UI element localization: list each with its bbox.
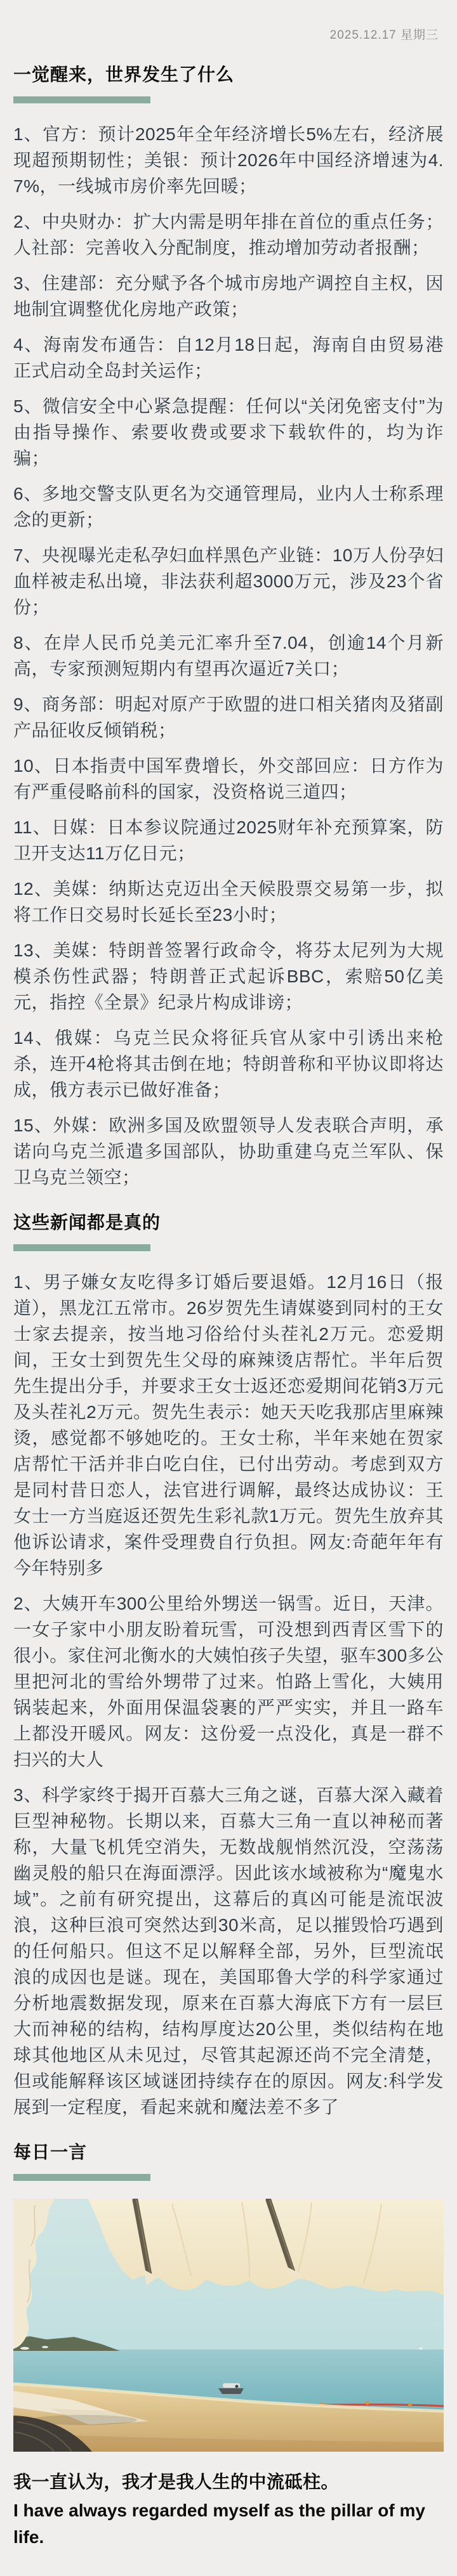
news-item-14: 14、俄媒：乌克兰民众将征兵官从家中引诱出来枪杀，连开4枪将其击倒在地；特朗普称和平协议即将达成，俄方表示已做好准备； xyxy=(13,1028,444,1100)
news-item-13: 13、美媒：特朗普签署行政命令，将芬太尼列为大规模杀伤性武器；特朗普正式起诉BBC，索赔50亿美元，指控《全景》纪录片构成诽谤； xyxy=(13,940,444,1012)
quote-chinese: 我一直认为，我才是我人生的中流砥柱。 xyxy=(13,2472,340,2492)
section-title-daily-quote: 每日一言 xyxy=(13,2142,88,2162)
section-daily-quote xyxy=(13,2142,444,2551)
section-world-news xyxy=(13,64,444,1190)
news-item-15: 15、外媒：欧洲多国及欧盟领导人发表联合声明，承诺向乌克兰派遣多国部队，协助重建乌克兰军队、保卫乌克兰领空； xyxy=(13,1116,444,1187)
news-item-2: 2、中央财办：扩大内需是明年排在首位的重点任务；人社部：完善收入分配制度，推动增加劳动者报酬； xyxy=(13,212,444,257)
section-title-world-news: 一觉醒来，世界发生了什么 xyxy=(13,65,235,84)
seaside-umbrella-photo xyxy=(13,2199,444,2452)
accent-bar xyxy=(13,1244,150,1251)
section-title-true-news: 这些新闻都是真的 xyxy=(13,1213,161,1232)
warm-filter-overlay xyxy=(13,2199,444,2452)
section-true-news xyxy=(13,1212,444,2120)
true-news-item-3: 3、科学家终于揭开百慕大三角之谜，百慕大深入藏着巨型神秘物。长期以来，百慕大三角一直以神秘而著称，大量飞机凭空消失，无数战舰悄然沉没，空荡荡幽灵般的船只在海面漂浮。因此该水域被称为“魔鬼水域”。之前有研究提出，这幕后的真凶可能是流氓波浪，这种巨浪可突然达到30米高，足以摧毁恰巧遇到的任何船只。但这不足以解释全部，另外，巨型流氓浪的成因也是谜。现在，美国耶鲁大学的科学家通过分析地震数据发现，原来在百慕大海底下方有一层巨大而神秘的结构，结构厚度达20公里，类似结构在地球其他地区从未见过，尽管其起源还尚不完全清楚，但或能解释该区域谜团持续存在的原因。网友:科学发展到一定程度，看起来就和魔法差不多了 xyxy=(13,1785,444,2117)
news-item-10: 10、日本指责中国军费增长，外交部回应：日方作为有严重侵略前科的国家，没资格说三道四； xyxy=(13,756,444,802)
news-item-12: 12、美媒：纳斯达克迈出全天候股票交易第一步，拟将工作日交易时长延长至23小时； xyxy=(13,879,444,925)
true-news-item-1: 1、男子嫌女友吃得多订婚后要退婚。12月16日（报道），黑龙江五常市。26岁贺先生请媒婆到同村的王女士家去提亲，按当地习俗给付头茬礼2万元。恋爱期间，王女士到贺先生父母的麻辣烫店帮忙。半年后贺先生提出分手，并要求王女士返还恋爱期间花销3万元及头茬礼2万元。贺先生表示：她天天吃我那店里麻辣烫，感觉都不够她吃的。王女士称，半年来她在贺家店帮忙干活并非白吃白住，已付出劳动。考虑到双方是同村昔日恋人，法官进行调解，最终达成协议：王女士一方当庭返还贺先生彩礼款1万元。贺先生放弃其他诉讼请求，案件受理费自行负担。网友:奇葩年年有今年特别多 xyxy=(13,1272,444,1578)
accent-bar xyxy=(13,2174,150,2181)
daily-quote-photo xyxy=(13,2199,444,2452)
news-item-7: 7、央视曝光走私孕妇血样黑色产业链：10万人份孕妇血样被走私出境，非法获利超3000万元，涉及23个省份； xyxy=(13,545,444,617)
accent-bar xyxy=(13,96,150,103)
news-item-9: 9、商务部：明起对原产于欧盟的进口相关猪肉及猪副产品征收反倾销税； xyxy=(13,694,444,740)
date-label: 2025.12.17 星期三 xyxy=(329,29,439,42)
news-item-5: 5、微信安全中心紧急提醒：任何以“关闭免密支付”为由指导操作、索要收费或要求下载软件的，均为诈骗； xyxy=(13,396,444,468)
news-item-4: 4、海南发布通告：自12月18日起，海南自由贸易港正式启动全岛封关运作； xyxy=(13,335,444,381)
news-item-1: 1、官方：预计2025年全年经济增长5%左右，经济展现超预期韧性；美银：预计2026年中国经济增速为4.7%，一线城市房价率先回暖； xyxy=(13,124,444,196)
news-item-8: 8、在岸人民币兑美元汇率升至7.04，创逾14个月新高，专家预测短期内有望再次逼近7关口； xyxy=(13,633,444,679)
news-item-6: 6、多地交警支队更名为交通管理局，业内人士称系理念的更新； xyxy=(13,484,444,530)
news-item-3: 3、住建部：充分赋予各个城市房地产调控自主权，因地制宜调整优化房地产政策； xyxy=(13,273,444,319)
true-news-item-2: 2、大姨开车300公里给外甥送一锅雪。近日，天津。一女子家中小朋友盼着玩雪，可没想到西青区雪下的很小。家住河北衡水的大姨怕孩子失望，驱车300多公里把河北的雪给外甥带了过来。怕路上雪化，大姨用锅装起来，外面用保温袋裹的严严实实，并且一路车上都没开暖风。网友：这份爱一点没化，真是一群不扫兴的大人 xyxy=(13,1594,444,1769)
news-item-11: 11、日媒：日本参议院通过2025财年补充预算案，防卫开支达11万亿日元； xyxy=(13,817,444,863)
quote-english: I have always regarded myself as the pillar of my life. xyxy=(13,2501,425,2547)
